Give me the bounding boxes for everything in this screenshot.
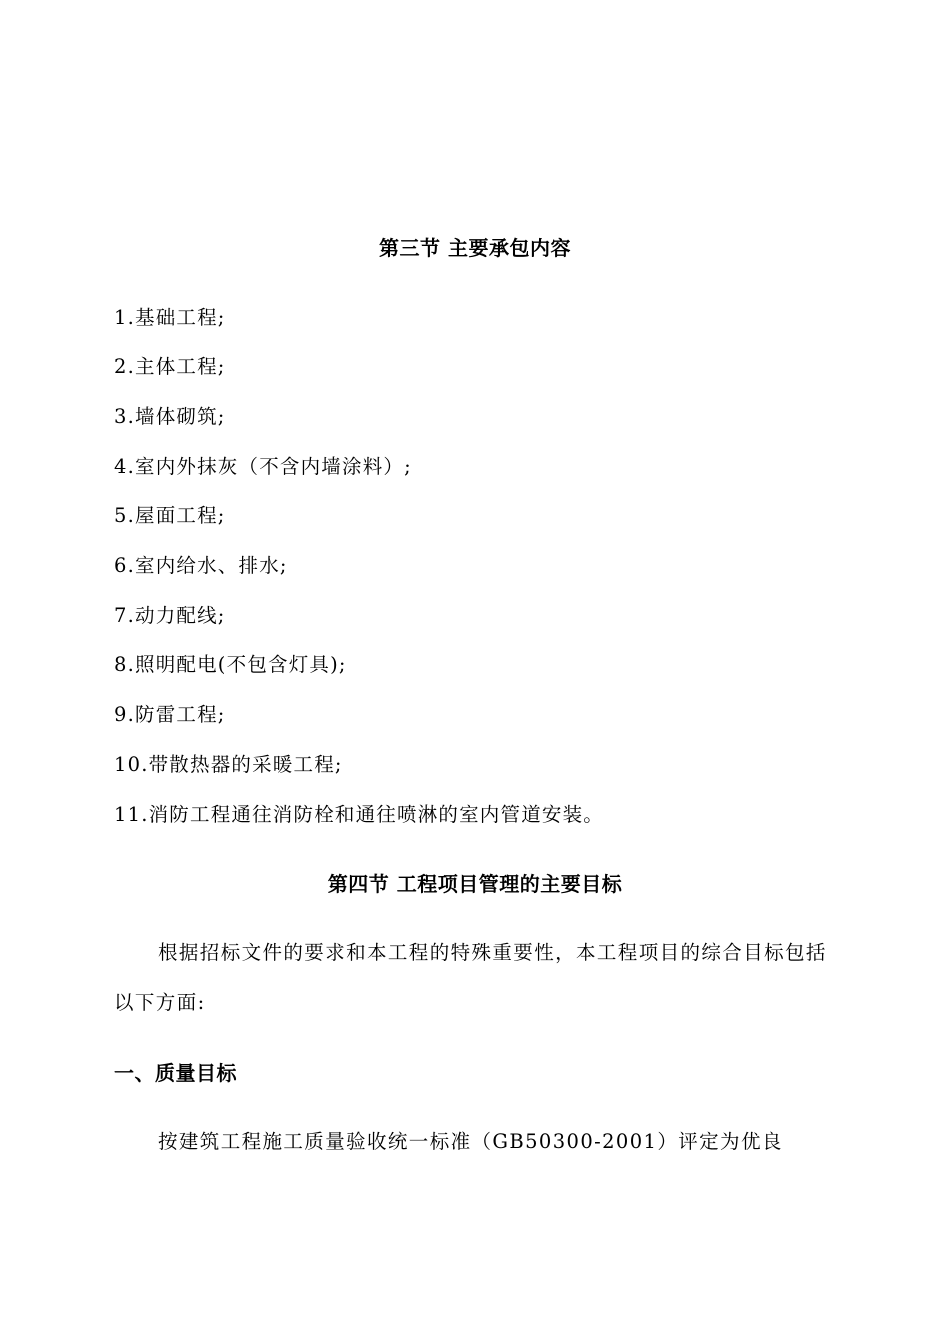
list-item: 6.室内给水、排水; xyxy=(114,554,288,577)
quality-target-text: 按建筑工程施工质量验收统一标准（GB50300-2001）评定为优良 xyxy=(158,1130,783,1153)
section-3-title: 第三节 主要承包内容 xyxy=(379,236,571,260)
list-item: 4.室内外抹灰（不含内墙涂料）; xyxy=(114,455,412,478)
list-item: 5.屋面工程; xyxy=(114,504,226,527)
list-item: 10.带散热器的采暖工程; xyxy=(114,753,343,776)
intro-paragraph-line-1: 根据招标文件的要求和本工程的特殊重要性，本工程项目的综合目标包括 xyxy=(158,941,827,964)
intro-paragraph-line-2: 以下方面: xyxy=(114,991,206,1014)
list-item: 1.基础工程; xyxy=(114,306,226,329)
section-4-title: 第四节 工程项目管理的主要目标 xyxy=(327,872,623,896)
list-item: 3.墙体砌筑; xyxy=(114,405,226,428)
list-item: 2.主体工程; xyxy=(114,355,226,378)
list-item: 7.动力配线; xyxy=(114,604,226,627)
quality-target-heading: 一、质量目标 xyxy=(114,1061,237,1085)
list-item: 11.消防工程通往消防栓和通往喷淋的室内管道安装。 xyxy=(114,803,605,826)
list-item: 8.照明配电(不包含灯具); xyxy=(114,653,347,676)
list-item: 9.防雷工程; xyxy=(114,703,226,726)
